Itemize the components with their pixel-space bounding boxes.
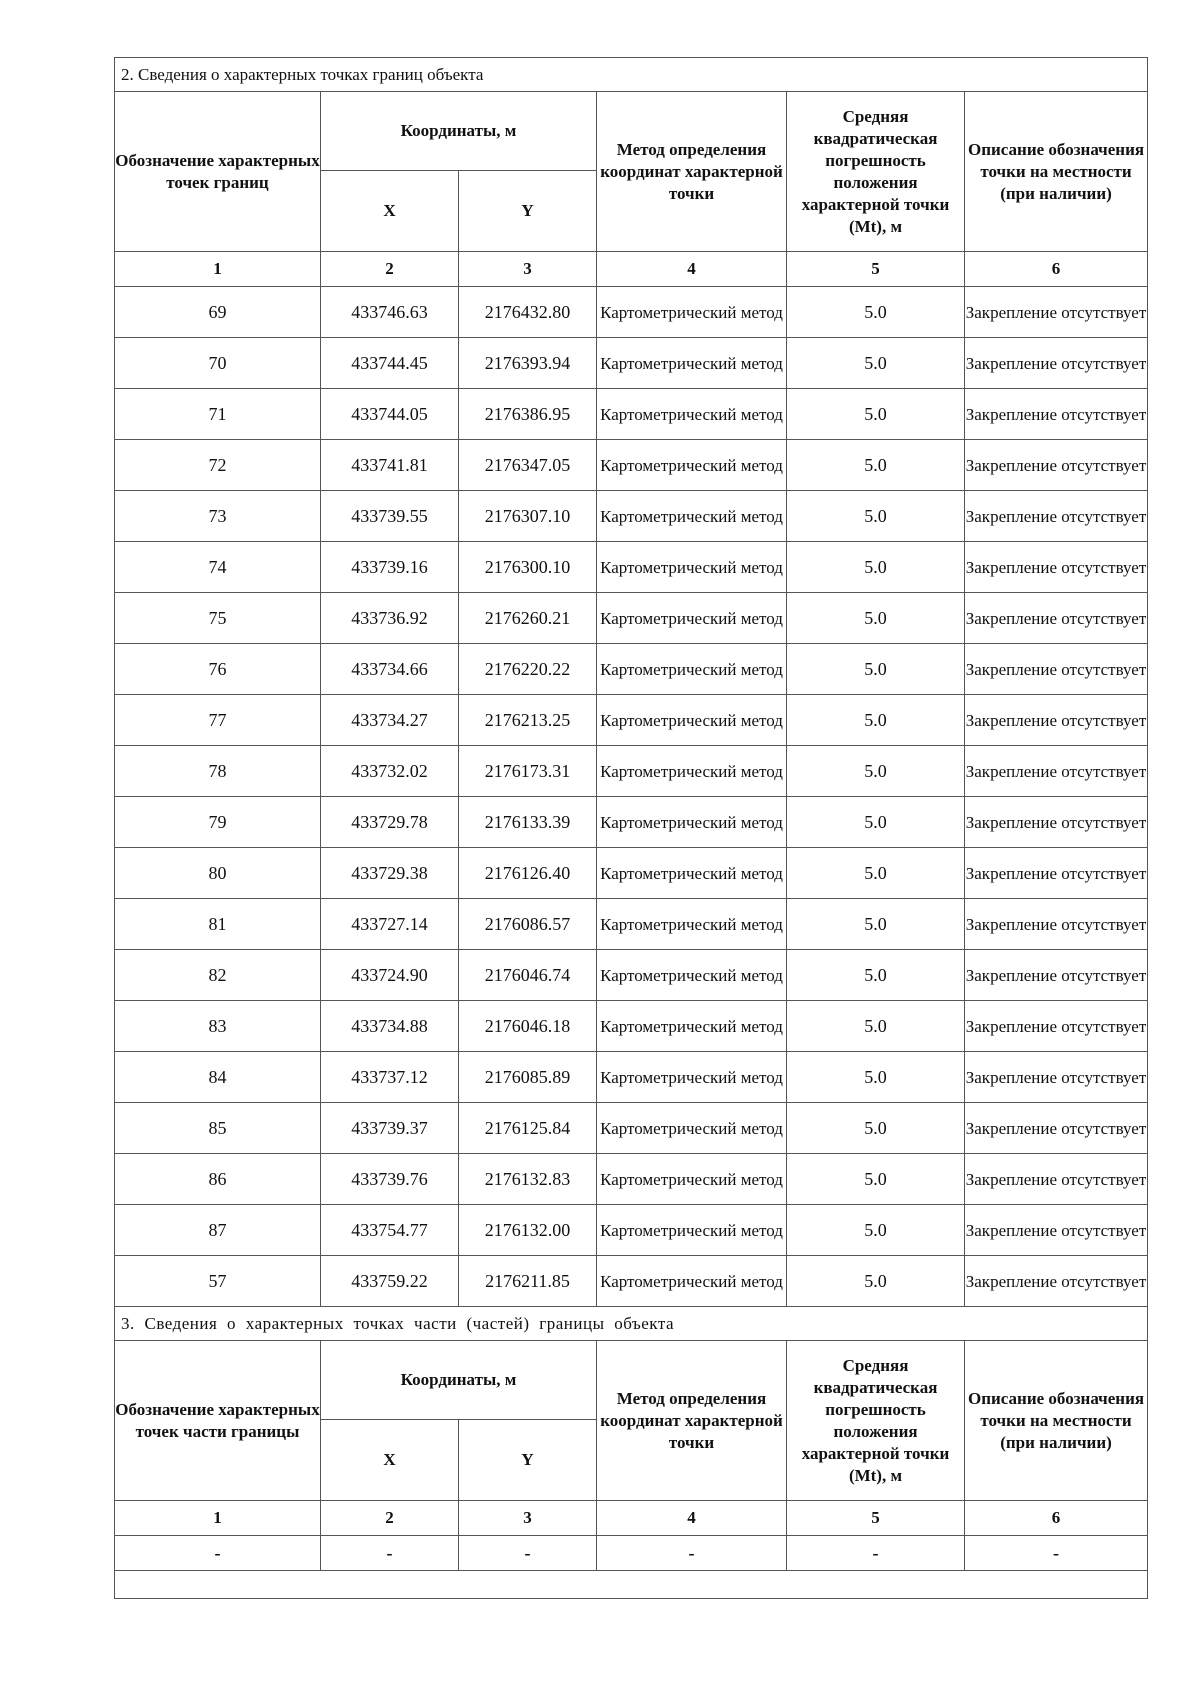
point-cell: 75	[115, 593, 321, 644]
method-cell: Картометрический метод	[597, 1103, 787, 1154]
y-coordinate-cell: 2176085.89	[459, 1052, 597, 1103]
column-number: 5	[787, 1501, 965, 1536]
table-row	[115, 1052, 1148, 1103]
section-3-header-row	[115, 1341, 1148, 1420]
x-coordinate-cell: 433727.14	[321, 899, 459, 950]
method-cell: Картометрический метод	[597, 338, 787, 389]
table-row	[115, 338, 1148, 389]
description-cell: Закрепление отсутствует	[965, 1052, 1148, 1103]
column-number: 2	[321, 1501, 459, 1536]
point-cell: 71	[115, 389, 321, 440]
method-cell: Картометрический метод	[597, 1205, 787, 1256]
column-number: 6	[965, 1501, 1148, 1536]
table-cell: -	[459, 1536, 597, 1571]
method-cell: Картометрический метод	[597, 950, 787, 1001]
method-cell: Картометрический метод	[597, 1154, 787, 1205]
point-cell: 84	[115, 1052, 321, 1103]
section-3-title: 3. Сведения о характерных точках части (частей) границы объекта	[115, 1307, 1148, 1341]
x-coordinate-cell: 433754.77	[321, 1205, 459, 1256]
header-coordinates: Координаты, м	[321, 92, 597, 171]
x-coordinate-cell: 433744.45	[321, 338, 459, 389]
header-description: Описание обозначения точки на местности (при наличии)	[965, 92, 1148, 252]
error-cell: 5.0	[787, 848, 965, 899]
table-row	[115, 389, 1148, 440]
description-cell: Закрепление отсутствует	[965, 1205, 1148, 1256]
table-row	[115, 440, 1148, 491]
error-cell: 5.0	[787, 1001, 965, 1052]
method-cell: Картометрический метод	[597, 440, 787, 491]
description-cell: Закрепление отсутствует	[965, 848, 1148, 899]
table-row	[115, 542, 1148, 593]
point-cell: 82	[115, 950, 321, 1001]
description-cell: Закрепление отсутствует	[965, 440, 1148, 491]
x-coordinate-cell: 433734.66	[321, 644, 459, 695]
section-2-title-row	[115, 58, 1148, 92]
method-cell: Картометрический метод	[597, 1256, 787, 1307]
section-2-title: 2. Сведения о характерных точках границ объекта	[115, 58, 1148, 92]
y-coordinate-cell: 2176220.22	[459, 644, 597, 695]
x-coordinate-cell: 433741.81	[321, 440, 459, 491]
point-cell: 81	[115, 899, 321, 950]
error-cell: 5.0	[787, 389, 965, 440]
error-cell: 5.0	[787, 287, 965, 338]
header-point-designation: Обозначение характерных точек границ	[115, 92, 321, 252]
description-cell: Закрепление отсутствует	[965, 1154, 1148, 1205]
error-cell: 5.0	[787, 899, 965, 950]
method-cell: Картометрический метод	[597, 695, 787, 746]
x-coordinate-cell: 433729.38	[321, 848, 459, 899]
description-cell: Закрепление отсутствует	[965, 1256, 1148, 1307]
point-cell: 74	[115, 542, 321, 593]
section-3-column-numbers	[115, 1501, 1148, 1536]
description-cell: Закрепление отсутствует	[965, 695, 1148, 746]
description-cell: Закрепление отсутствует	[965, 593, 1148, 644]
x-coordinate-cell: 433744.05	[321, 389, 459, 440]
point-cell: 69	[115, 287, 321, 338]
method-cell: Картометрический метод	[597, 746, 787, 797]
y-coordinate-cell: 2176133.39	[459, 797, 597, 848]
column-number: 4	[597, 252, 787, 287]
table-footer-row	[115, 1571, 1148, 1599]
error-cell: 5.0	[787, 746, 965, 797]
description-cell: Закрепление отсутствует	[965, 389, 1148, 440]
table-row	[115, 1154, 1148, 1205]
column-number: 1	[115, 252, 321, 287]
section-2-column-numbers	[115, 252, 1148, 287]
header-x: X	[321, 1420, 459, 1501]
x-coordinate-cell: 433737.12	[321, 1052, 459, 1103]
table-row	[115, 1256, 1148, 1307]
y-coordinate-cell: 2176125.84	[459, 1103, 597, 1154]
header-description: Описание обозначения точки на местности (при наличии)	[965, 1341, 1148, 1501]
point-cell: 79	[115, 797, 321, 848]
header-error: Средняя квадратическая погрешность положения характерной точки (Mt), м	[787, 92, 965, 252]
y-coordinate-cell: 2176211.85	[459, 1256, 597, 1307]
document-sheet	[114, 57, 1147, 1599]
section-3-empty-row	[115, 1536, 1148, 1571]
point-cell: 57	[115, 1256, 321, 1307]
x-coordinate-cell: 433734.27	[321, 695, 459, 746]
error-cell: 5.0	[787, 338, 965, 389]
description-cell: Закрепление отсутствует	[965, 338, 1148, 389]
header-y: Y	[459, 171, 597, 252]
point-cell: 85	[115, 1103, 321, 1154]
point-cell: 73	[115, 491, 321, 542]
y-coordinate-cell: 2176307.10	[459, 491, 597, 542]
y-coordinate-cell: 2176386.95	[459, 389, 597, 440]
point-cell: 70	[115, 338, 321, 389]
section-2-header-row	[115, 92, 1148, 171]
x-coordinate-cell: 433739.76	[321, 1154, 459, 1205]
x-coordinate-cell: 433739.16	[321, 542, 459, 593]
description-cell: Закрепление отсутствует	[965, 644, 1148, 695]
point-cell: 76	[115, 644, 321, 695]
description-cell: Закрепление отсутствует	[965, 746, 1148, 797]
table-footer-cell	[115, 1571, 1148, 1599]
method-cell: Картометрический метод	[597, 848, 787, 899]
header-method: Метод определения координат характерной точки	[597, 92, 787, 252]
method-cell: Картометрический метод	[597, 797, 787, 848]
error-cell: 5.0	[787, 542, 965, 593]
table-row	[115, 695, 1148, 746]
point-cell: 87	[115, 1205, 321, 1256]
header-error: Средняя квадратическая погрешность положения характерной точки (Mt), м	[787, 1341, 965, 1501]
point-cell: 80	[115, 848, 321, 899]
y-coordinate-cell: 2176260.21	[459, 593, 597, 644]
y-coordinate-cell: 2176086.57	[459, 899, 597, 950]
error-cell: 5.0	[787, 593, 965, 644]
table-row	[115, 491, 1148, 542]
column-number: 6	[965, 252, 1148, 287]
description-cell: Закрепление отсутствует	[965, 1001, 1148, 1052]
error-cell: 5.0	[787, 1052, 965, 1103]
description-cell: Закрепление отсутствует	[965, 899, 1148, 950]
y-coordinate-cell: 2176126.40	[459, 848, 597, 899]
column-number: 2	[321, 252, 459, 287]
x-coordinate-cell: 433736.92	[321, 593, 459, 644]
table-cell: -	[115, 1536, 321, 1571]
table-row	[115, 797, 1148, 848]
error-cell: 5.0	[787, 950, 965, 1001]
header-x: X	[321, 171, 459, 252]
y-coordinate-cell: 2176132.83	[459, 1154, 597, 1205]
header-point-designation: Обозначение характерных точек части границы	[115, 1341, 321, 1501]
table-row	[115, 899, 1148, 950]
y-coordinate-cell: 2176132.00	[459, 1205, 597, 1256]
description-cell: Закрепление отсутствует	[965, 287, 1148, 338]
header-y: Y	[459, 1420, 597, 1501]
table-row	[115, 848, 1148, 899]
column-number: 5	[787, 252, 965, 287]
x-coordinate-cell: 433724.90	[321, 950, 459, 1001]
y-coordinate-cell: 2176173.31	[459, 746, 597, 797]
description-cell: Закрепление отсутствует	[965, 950, 1148, 1001]
point-cell: 78	[115, 746, 321, 797]
x-coordinate-cell: 433739.37	[321, 1103, 459, 1154]
column-number: 3	[459, 252, 597, 287]
table-row	[115, 1103, 1148, 1154]
column-number: 4	[597, 1501, 787, 1536]
table-cell: -	[965, 1536, 1148, 1571]
y-coordinate-cell: 2176432.80	[459, 287, 597, 338]
y-coordinate-cell: 2176046.74	[459, 950, 597, 1001]
x-coordinate-cell: 433746.63	[321, 287, 459, 338]
column-number: 1	[115, 1501, 321, 1536]
table-row	[115, 950, 1148, 1001]
y-coordinate-cell: 2176300.10	[459, 542, 597, 593]
error-cell: 5.0	[787, 1103, 965, 1154]
method-cell: Картометрический метод	[597, 593, 787, 644]
table-row	[115, 644, 1148, 695]
error-cell: 5.0	[787, 1154, 965, 1205]
x-coordinate-cell: 433729.78	[321, 797, 459, 848]
description-cell: Закрепление отсутствует	[965, 491, 1148, 542]
method-cell: Картометрический метод	[597, 389, 787, 440]
y-coordinate-cell: 2176393.94	[459, 338, 597, 389]
table-cell: -	[787, 1536, 965, 1571]
header-method: Метод определения координат характерной точки	[597, 1341, 787, 1501]
error-cell: 5.0	[787, 644, 965, 695]
x-coordinate-cell: 433734.88	[321, 1001, 459, 1052]
error-cell: 5.0	[787, 695, 965, 746]
method-cell: Картометрический метод	[597, 1001, 787, 1052]
method-cell: Картометрический метод	[597, 287, 787, 338]
error-cell: 5.0	[787, 491, 965, 542]
x-coordinate-cell: 433732.02	[321, 746, 459, 797]
table-row	[115, 593, 1148, 644]
x-coordinate-cell: 433759.22	[321, 1256, 459, 1307]
header-coordinates: Координаты, м	[321, 1341, 597, 1420]
error-cell: 5.0	[787, 1256, 965, 1307]
description-cell: Закрепление отсутствует	[965, 1103, 1148, 1154]
description-cell: Закрепление отсутствует	[965, 797, 1148, 848]
table-cell: -	[321, 1536, 459, 1571]
column-number: 3	[459, 1501, 597, 1536]
table-row	[115, 746, 1148, 797]
method-cell: Картометрический метод	[597, 542, 787, 593]
error-cell: 5.0	[787, 440, 965, 491]
error-cell: 5.0	[787, 797, 965, 848]
method-cell: Картометрический метод	[597, 644, 787, 695]
table-cell: -	[597, 1536, 787, 1571]
description-cell: Закрепление отсутствует	[965, 542, 1148, 593]
boundary-points-table	[114, 57, 1148, 1599]
method-cell: Картометрический метод	[597, 491, 787, 542]
table-row	[115, 1205, 1148, 1256]
method-cell: Картометрический метод	[597, 899, 787, 950]
point-cell: 72	[115, 440, 321, 491]
y-coordinate-cell: 2176347.05	[459, 440, 597, 491]
point-cell: 86	[115, 1154, 321, 1205]
section-3-title-row	[115, 1307, 1148, 1341]
y-coordinate-cell: 2176046.18	[459, 1001, 597, 1052]
y-coordinate-cell: 2176213.25	[459, 695, 597, 746]
point-cell: 83	[115, 1001, 321, 1052]
error-cell: 5.0	[787, 1205, 965, 1256]
table-row	[115, 1001, 1148, 1052]
table-row	[115, 287, 1148, 338]
point-cell: 77	[115, 695, 321, 746]
x-coordinate-cell: 433739.55	[321, 491, 459, 542]
method-cell: Картометрический метод	[597, 1052, 787, 1103]
